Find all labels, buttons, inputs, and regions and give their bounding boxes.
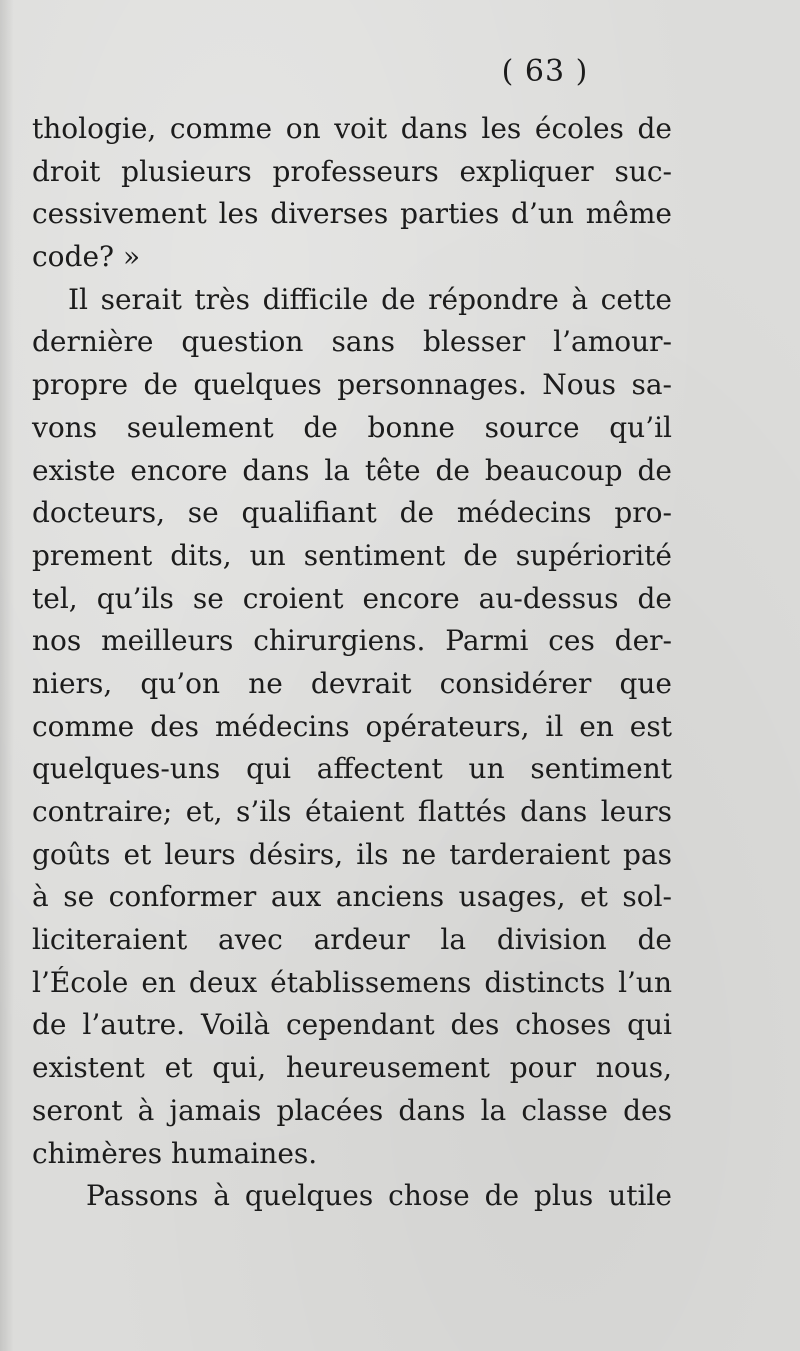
text-line: existent et qui, heureusement pour nous, — [32, 1051, 672, 1085]
text-line: quelques-uns qui affectent un sentiment — [32, 752, 672, 786]
text-line: liciteraient avec ardeur la division de — [32, 923, 672, 957]
text-line: docteurs, se qualifiant de médecins pro- — [32, 496, 672, 530]
text-line: comme des médecins opérateurs, il en est — [32, 709, 672, 743]
text-line: existe encore dans la tête de beaucoup de — [32, 453, 672, 487]
text-line: code? » — [32, 240, 141, 274]
text-line: vons seulement de bonne source qu’il — [32, 410, 672, 444]
text-line: dernière question sans blesser l’amour- — [32, 325, 672, 359]
text-line: Il serait très difficile de répondre à cette — [68, 282, 672, 316]
text-line: droit plusieurs professeurs expliquer suc- — [32, 154, 672, 188]
text-line: prement dits, un sentiment de supériorité — [32, 538, 672, 572]
text-line: niers, qu’on ne devrait considérer que — [32, 666, 672, 700]
text-line: nos meilleurs chirurgiens. Parmi ces der- — [32, 624, 672, 658]
text-line: goûts et leurs désirs, ils ne tarderaient pas — [32, 837, 672, 871]
text-line: thologie, comme on voit dans les écoles de — [32, 112, 672, 145]
text-line: de l’autre. Voilà cependant des choses qui — [32, 1008, 672, 1042]
text-line: l’École en deux établissemens distincts l’un — [32, 965, 672, 999]
text-line: Passons à quelques chose de plus utile — [86, 1179, 672, 1213]
text-line: à se conformer aux anciens usages, et sol- — [32, 880, 672, 914]
page-edge-shadow — [0, 0, 14, 1351]
body-text — [32, 108, 672, 1218]
text-line: propre de quelques personnages. Nous sa- — [32, 368, 672, 402]
text-line: contraire; et, s’ils étaient flattés dans leurs — [32, 795, 672, 828]
page-number: ( 63 ) — [501, 54, 589, 89]
text-line: seront à jamais placées dans la classe des — [32, 1093, 672, 1127]
text-line: cessivement les diverses parties d’un même — [32, 197, 672, 231]
text-line: tel, qu’ils se croient encore au-dessus de — [32, 581, 672, 615]
text-line: chimères humaines. — [32, 1136, 318, 1170]
page-number-header — [0, 52, 800, 92]
